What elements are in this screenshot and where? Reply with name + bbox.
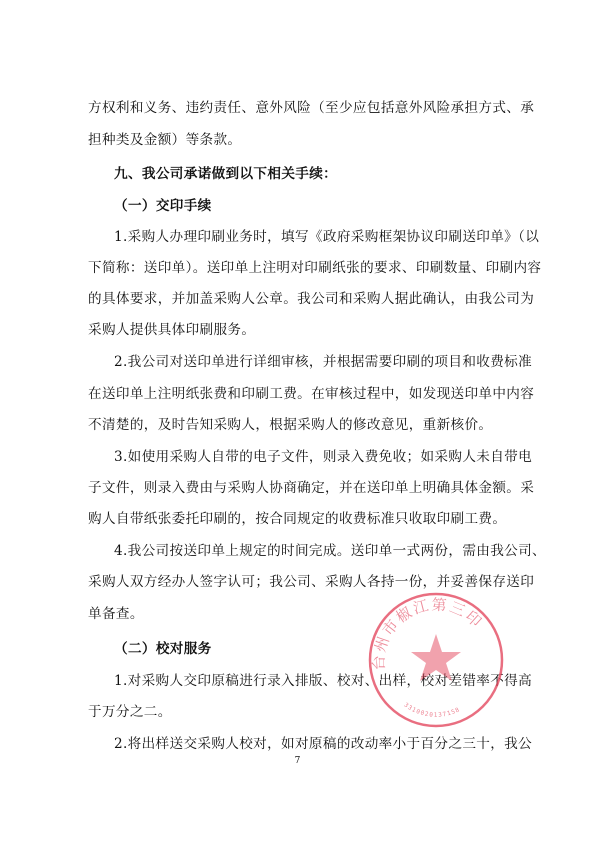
subsection-heading: （二）校对服务 xyxy=(114,641,212,657)
paragraph-line: 担种类及金额）等条款。 xyxy=(88,132,242,148)
paragraph-line: 3.如使用采购人自带的电子文件，则录入费免收；如采购人未自带电 xyxy=(114,449,533,465)
svg-text:台州市椒江第三印: 台州市椒江第三印 xyxy=(369,595,487,671)
company-seal-stamp xyxy=(366,590,506,730)
paragraph-line: 4.我公司按送印单上规定的时间完成。送印单一式两份，需由我公司、 xyxy=(114,543,546,559)
page-number: 7 xyxy=(294,756,301,766)
paragraph-line: 在送印单上注明纸张费和印刷工费。在审核过程中，如发现送印单中内容 xyxy=(88,386,535,402)
subsection-heading: （一）交印手续 xyxy=(114,198,212,214)
paragraph-line: 单备查。 xyxy=(88,606,144,622)
paragraph-line: 1.对采购人交印原稿进行录入排版、校对、出样，校对差错率不得高 xyxy=(114,673,533,689)
paragraph-line: 2.将出样送交采购人校对，如对原稿的改动率小于百分之三十，我公 xyxy=(114,736,533,752)
paragraph-line: 于万分之二。 xyxy=(88,704,172,720)
paragraph-line: 方权利和义务、违约责任、意外风险（至少应包括意外风险承担方式、承 xyxy=(88,100,535,116)
section-heading: 九、我公司承诺做到以下相关手续： xyxy=(114,166,338,182)
paragraph-line: 购人自带纸张委托印刷的，按合同规定的收费标准只收取印刷工费。 xyxy=(88,511,507,527)
paragraph-line: 采购人双方经办人签字认可；我公司、采购人各持一份，并妥善保存送印 xyxy=(88,574,535,590)
paragraph-line: 采购人提供具体印刷服务。 xyxy=(88,322,256,338)
paragraph-line: 1.采购人办理印刷业务时，填写《政府采购框架协议印刷送印单》（以 xyxy=(114,229,540,245)
paragraph-line: 不清楚的，及时告知采购人，根据采购人的修改意见，重新核价。 xyxy=(88,417,493,433)
svg-text:3310020137158: 3310020137158 xyxy=(402,701,462,719)
paragraph-line: 的具体要求，并加盖采购人公章。我公司和采购人据此确认，由我公司为 xyxy=(88,291,535,307)
paragraph-line: 2.我公司对送印单进行详细审核，并根据需要印刷的项目和收费标准 xyxy=(114,354,533,370)
paragraph-line: 子文件，则录入费由与采购人协商确定，并在送印单上明确具体金额。采 xyxy=(88,480,535,496)
paragraph-line: 下简称：送印单）。送印单上注明对印刷纸张的要求、印刷数量、印刷内容 xyxy=(88,260,542,276)
